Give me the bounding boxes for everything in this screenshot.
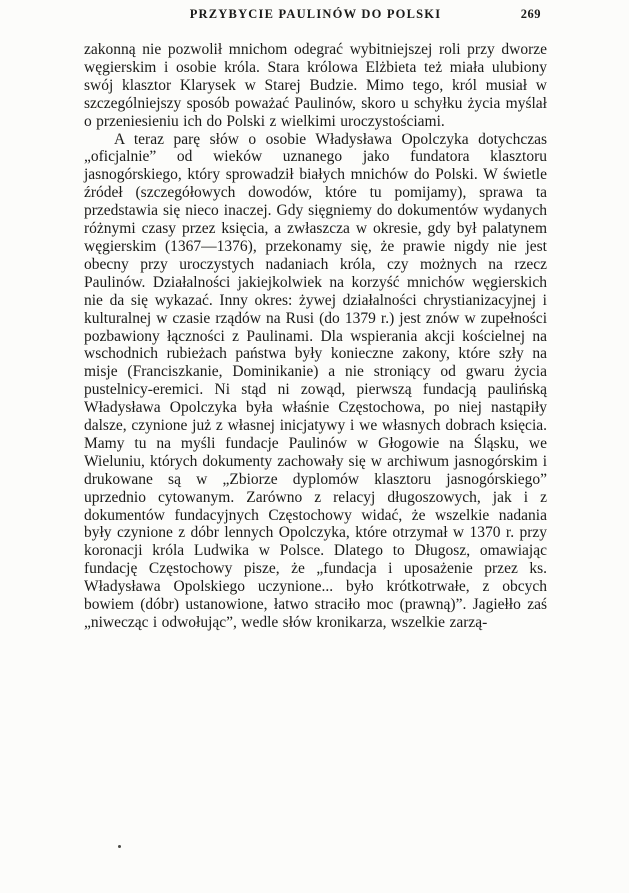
running-head xyxy=(84,7,547,25)
text-column xyxy=(84,7,547,632)
ink-dot-artifact xyxy=(118,845,121,848)
paragraph-main: A teraz parę słów o osobie Władysława Opolczyka dotychczas „oficjalnie” od wieków uznanego jako fundatora klasztoru jasnogórskiego, który sprowadził białych mnichów do Polski. W świetle źródeł (szczegółowych dowodów, które tu pomijamy), sprawa ta przedstawia się nieco inaczej. Gdy sięgniemy do dokumentów wydanych różnymi czasy przez księcia, a zwłaszcza w okresie, gdy był palatynem węgierskim (1367—1376), przekonamy się, że prawie nigdy nie jest obecny przy uroczystych nadaniach króla, czy możnych na rzecz Paulinów. Działalności jakiejkolwiek na korzyść mnichów węgierskich nie da się wykazać. Inny okres: żywej działalności chrystianizacyjnej i kulturalnej w czasie rządów na Rusi (do 1379 r.) jest znów w zupełności pozbawiony łączności z Paulinami. Dla wspierania akcji kościelnej na wschodnich rubieżach państwa były konieczne zakony, które szły na misje (Franciszkanie, Dominikanie) a nie stroniący od gwaru życia pustelnicy-eremici. Ni stąd ni zowąd, pierwszą fundacją paulińską Władysława Opolczyka była właśnie Częstochowa, po niej nastąpiły dalsze, czynione już z własnej inicjatywy i we własnych dobrach księcia. Mamy tu na myśli fundacje Paulinów w Głogowie na Śląsku, we Wieluniu, których dokumenty zachowały się w archiwum jasnogórskim i drukowane są w „Zbiorze dyplomów klasztoru jasnogórskiego” uprzednio cytowanym. Zarówno z relacyj długoszowych, jak i z dokumentów fundacyjnych Częstochowy widać, że wszelkie nadania były czynione z dóbr lennych Opolczyka, które otrzymał w 1370 r. przy koronacji króla Ludwika w Polsce. Dlatego to Długosz, omawiając fundację Częstochowy pisze, że „fundacja i uposażenie przez ks. Władysława Opolskiego uczynione... było krótkotrwałe, z obcych bowiem (dóbr) ustanowione, łatwo straciło moc (prawną)”. Jagiełło zaś „niwecząc i odwołując”, wedle słów kronikarza, wszelkie zarzą- xyxy=(84,130,547,631)
body-text xyxy=(84,41,547,632)
paragraph-continuation: zakonną nie pozwolił mnichom odegrać wybitniejszej roli przy dworze węgierskim i osobie króla. Stara królowa Elżbieta też miała ulubiony swój klasztor Klarysek w Starej Budzie. Mimo tego, król musiał w szczególniejszy sposób poważać Paulinów, skoro u schyłku życia myślał o przeniesieniu ich do Polski z wielkimi uroczystościami. xyxy=(84,41,547,130)
running-head-title: PRZYBYCIE PAULINÓW DO POLSKI xyxy=(189,7,442,21)
page-number: 269 xyxy=(520,7,541,21)
